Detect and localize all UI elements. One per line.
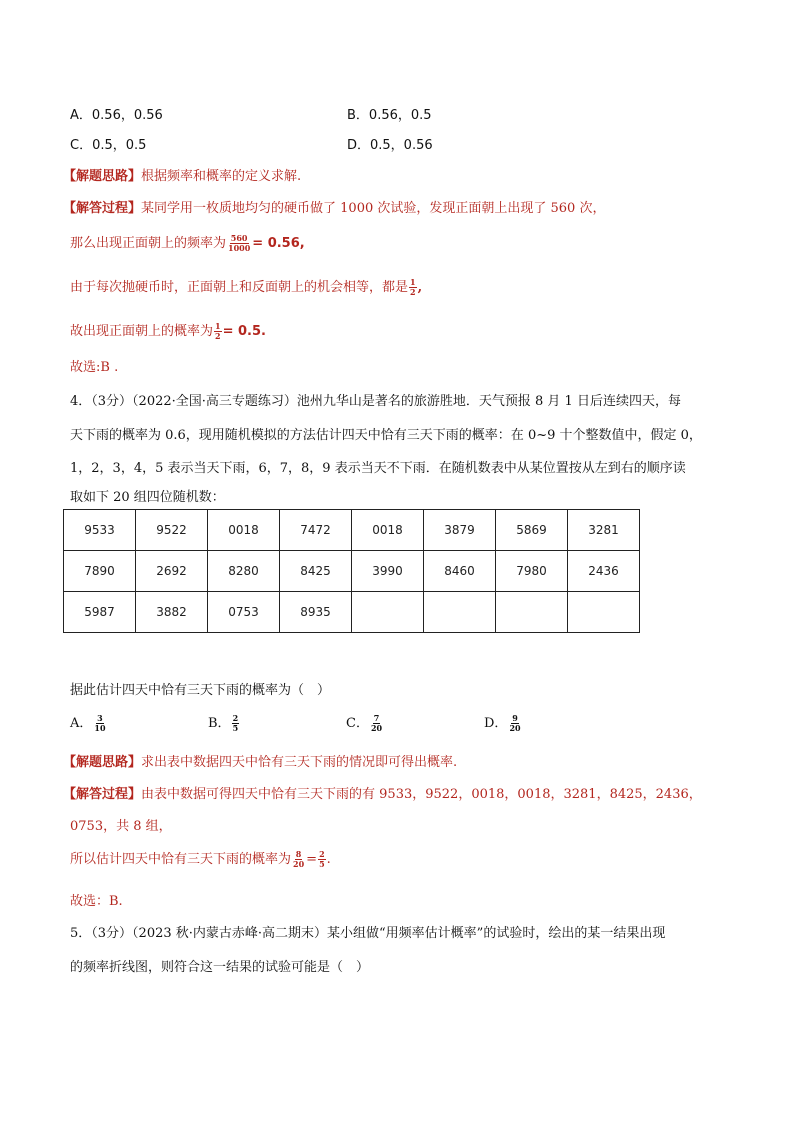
q3-solution-process-line2 [70,232,305,253]
table-cell: 9533 [64,510,136,551]
table-cell: 0018 [352,510,424,551]
fraction [508,714,521,733]
q4-solution-idea [63,751,457,770]
table-cell: 8460 [424,551,496,592]
table-cell: 9522 [136,510,208,551]
denominator: 1000 [228,243,251,253]
solution-idea-tag: 【解题思路】 [63,755,142,770]
table-cell: 3882 [136,592,208,633]
q3-option-b: B．0.56，0.5 [347,108,432,123]
q4-stem-line4: 取如下 20 组四位随机数： [70,490,225,505]
table-cell: 7890 [64,551,136,592]
denominator: 10 [94,723,106,733]
table-cell: 0018 [208,510,280,551]
text-segment: 故出现正面朝上的概率为 [70,324,214,339]
solution-idea-text: 求出表中数据四天中恰有三天下雨的情况即可得出概率. [141,755,458,770]
numerator: 9 [512,713,518,723]
text-segment: . [326,852,331,867]
q4-solution-process-line1 [63,783,702,802]
table-cell: 7980 [496,551,568,592]
numerator: 2 [232,713,239,723]
table-cell [424,592,496,633]
text-segment: = 0.5. [222,324,266,339]
table-cell: 5869 [496,510,568,551]
numerator: 2 [319,849,325,859]
q3-solution-process-line3 [70,276,422,297]
q4-stem-line1: 4．（3分）（2022·全国·高三专题练习）池州九华山是著名的旅游胜地．天气预报 8 月 1 日后连续四天，每 [70,394,681,409]
option-label: B． [208,716,231,731]
table-cell: 2692 [136,551,208,592]
solution-process-text: 由表中数据可得四天中恰有三天下雨的有 9533，9522，0018，0018，3281，8425，2436， [141,787,702,802]
q4-solution-process-line2: 0753，共 8 组， [70,819,172,834]
denominator: 20 [293,859,305,869]
fraction [292,850,305,869]
q3-solution-idea [63,165,301,184]
solution-process-text: 某同学用一枚质地均匀的硬币做了 1000 次试验，发现正面朝上出现了 560 次， [141,201,606,216]
q5-stem-line2: 的频率折线图，则符合这一结果的试验可能是（ ） [70,960,370,975]
q3-solution-process-line1 [63,197,605,216]
random-number-table [63,509,640,633]
table-cell: 3990 [352,551,424,592]
numerator: 7 [373,713,380,723]
equals-sign: = [306,852,318,867]
q4-option-b [208,712,240,733]
numerator: 560 [230,233,248,243]
text-segment: 那么出现正面朝上的频率为 [70,236,227,251]
fraction [370,714,383,733]
option-label: C． [346,716,369,731]
table-cell: 8935 [280,592,352,633]
table-cell: 0753 [208,592,280,633]
q4-stem-line2: 天下雨的概率为 0.6，现用随机模拟的方法估计四天中恰有三天下雨的概率：在 0~9 十个整数值中，假定 0， [70,428,702,443]
text-segment: 由于每次抛硬币时，正面朝上和反面朝上的机会相等，都是 [70,280,409,295]
q4-option-a [70,712,108,733]
fraction [214,322,222,341]
table-cell: 8425 [280,551,352,592]
numerator: 1 [215,321,221,331]
q3-solution-process-line4 [70,320,266,341]
table-cell: 8280 [208,551,280,592]
table-cell: 5987 [64,592,136,633]
table-cell [496,592,568,633]
table-cell: 3281 [568,510,640,551]
table-cell [568,592,640,633]
table-cell [352,592,424,633]
q4-stem-line3: 1，2，3，4，5 表示当天下雨，6，7，8，9 表示当天不下雨．在随机数表中从某位置按从左到右的顺序读 [70,461,686,476]
text-segment: = 0.56, [252,236,305,251]
solution-process-tag: 【解答过程】 [63,787,142,802]
fraction [318,850,326,869]
table-cell: 3879 [424,510,496,551]
table-row [64,592,640,633]
q4-option-c [346,712,384,733]
fraction [227,234,251,253]
q4-solution-process-line3 [70,848,331,869]
text-segment: , [417,280,423,295]
option-label: D． [484,716,508,731]
q4-option-d [484,712,523,733]
denominator: 5 [232,723,239,733]
numerator: 3 [97,713,103,723]
q3-option-c: C．0.5，0.5 [70,138,147,153]
table-cell: 7472 [280,510,352,551]
fraction [409,278,417,297]
q4-question: 据此估计四天中恰有三天下雨的概率为（ ） [70,683,331,698]
denominator: 20 [509,723,521,733]
text-segment: 所以估计四天中恰有三天下雨的概率为 [70,852,292,867]
denominator: 20 [370,723,383,733]
table-row [64,510,640,551]
q5-stem-line1: 5．（3分）（2023 秋·内蒙古赤峰·高二期末）某小组做“用频率估计概率”的试验时，绘出的某一结果出现 [70,926,666,941]
q3-answer: 故选:B . [70,360,119,375]
denominator: 2 [215,331,221,341]
table-row [64,551,640,592]
option-label: A． [70,716,93,731]
fraction [93,714,106,733]
numerator: 1 [410,277,416,287]
solution-idea-text: 根据频率和概率的定义求解. [141,169,302,184]
denominator: 5 [319,859,325,869]
solution-idea-tag: 【解题思路】 [63,169,142,184]
q3-option-a: A．0.56，0.56 [70,108,163,123]
table-cell: 2436 [568,551,640,592]
denominator: 2 [410,287,416,297]
q3-option-d: D．0.5，0.56 [347,138,433,153]
q4-answer: 故选：B. [70,894,123,909]
solution-process-tag: 【解答过程】 [63,201,142,216]
fraction [232,714,240,733]
numerator: 8 [295,849,302,859]
